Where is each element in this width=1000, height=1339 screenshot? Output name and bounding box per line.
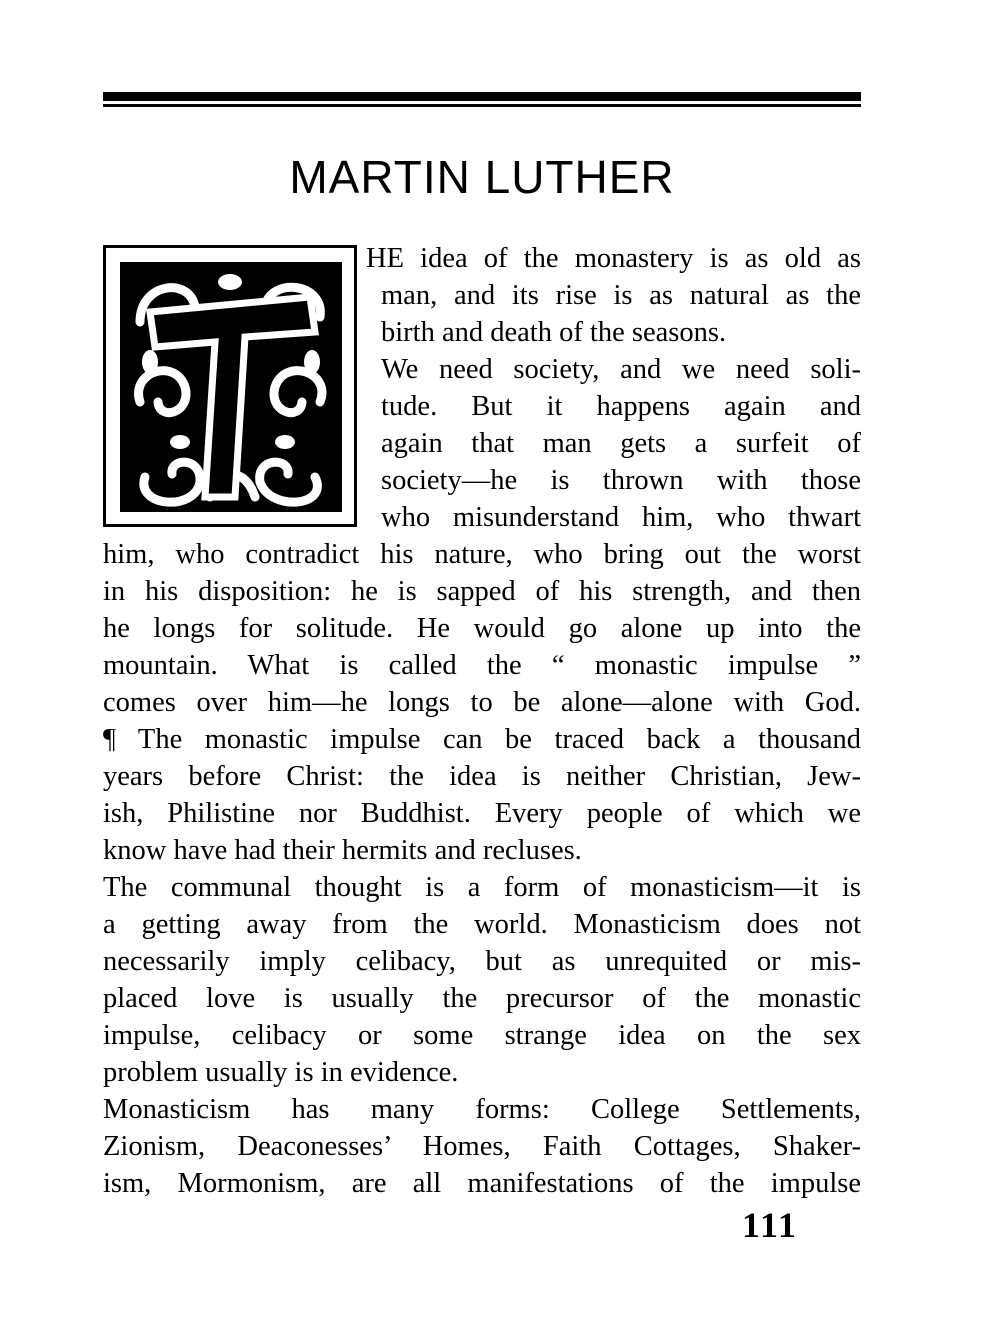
text-line: mountain. What is called the “ monastic impulse ” xyxy=(103,650,861,681)
text-line: know have had their hermits and recluses. xyxy=(103,835,582,866)
text-line: society—he is thrown with those xyxy=(381,465,861,496)
text-line: years before Christ: the idea is neither Christian, Jew- xyxy=(103,761,861,792)
text-line: HE idea of the monastery is as old as xyxy=(366,243,861,274)
text-line: ¶ The monastic impulse can be traced back a thousand xyxy=(103,724,861,755)
chapter-title: MARTIN LUTHER xyxy=(289,151,675,203)
text-line: birth and death of the seasons. xyxy=(381,317,727,348)
text-line: ism, Mormonism, are all manifestations of the impulse xyxy=(103,1168,861,1199)
text-line: he longs for solitude. He would go alone up into the xyxy=(103,613,861,644)
text-line: man, and its rise is as natural as the xyxy=(381,280,861,311)
text-line: a getting away from the world. Monasticism does not xyxy=(103,909,861,940)
text-line: impulse, celibacy or some strange idea on the sex xyxy=(103,1020,861,1051)
text-line: necessarily imply celibacy, but as unrequited or mis- xyxy=(103,946,861,977)
header-rule-thin xyxy=(103,104,861,107)
text-line: in his disposition: he is sapped of his strength, and then xyxy=(103,576,861,607)
drop-cap-ornament xyxy=(120,262,342,512)
text-line: again that man gets a surfeit of xyxy=(381,428,861,459)
text-line: The communal thought is a form of monasticism—it is xyxy=(103,872,861,903)
header-rule-thick xyxy=(103,92,861,101)
text-line: problem usually is in evidence. xyxy=(103,1057,459,1088)
text-line: tude. But it happens again and xyxy=(381,391,861,422)
drop-cap-letter-icon xyxy=(120,262,342,512)
text-line: who misunderstand him, who thwart xyxy=(381,502,861,533)
text-line: Zionism, Deaconesses’ Homes, Faith Cottages, Shaker- xyxy=(103,1131,861,1162)
text-line: ish, Philistine nor Buddhist. Every people of which we xyxy=(103,798,861,829)
drop-cap-frame xyxy=(103,245,357,527)
text-line: Monasticism has many forms: College Settlements, xyxy=(103,1094,861,1125)
text-line: placed love is usually the precursor of the monastic xyxy=(103,983,861,1014)
text-line: comes over him—he longs to be alone—alone with God. xyxy=(103,687,861,718)
text-line: him, who contradict his nature, who bring out the worst xyxy=(103,539,861,570)
text-line: We need society, and we need soli- xyxy=(381,354,861,385)
page-number: 111 xyxy=(742,1205,799,1245)
